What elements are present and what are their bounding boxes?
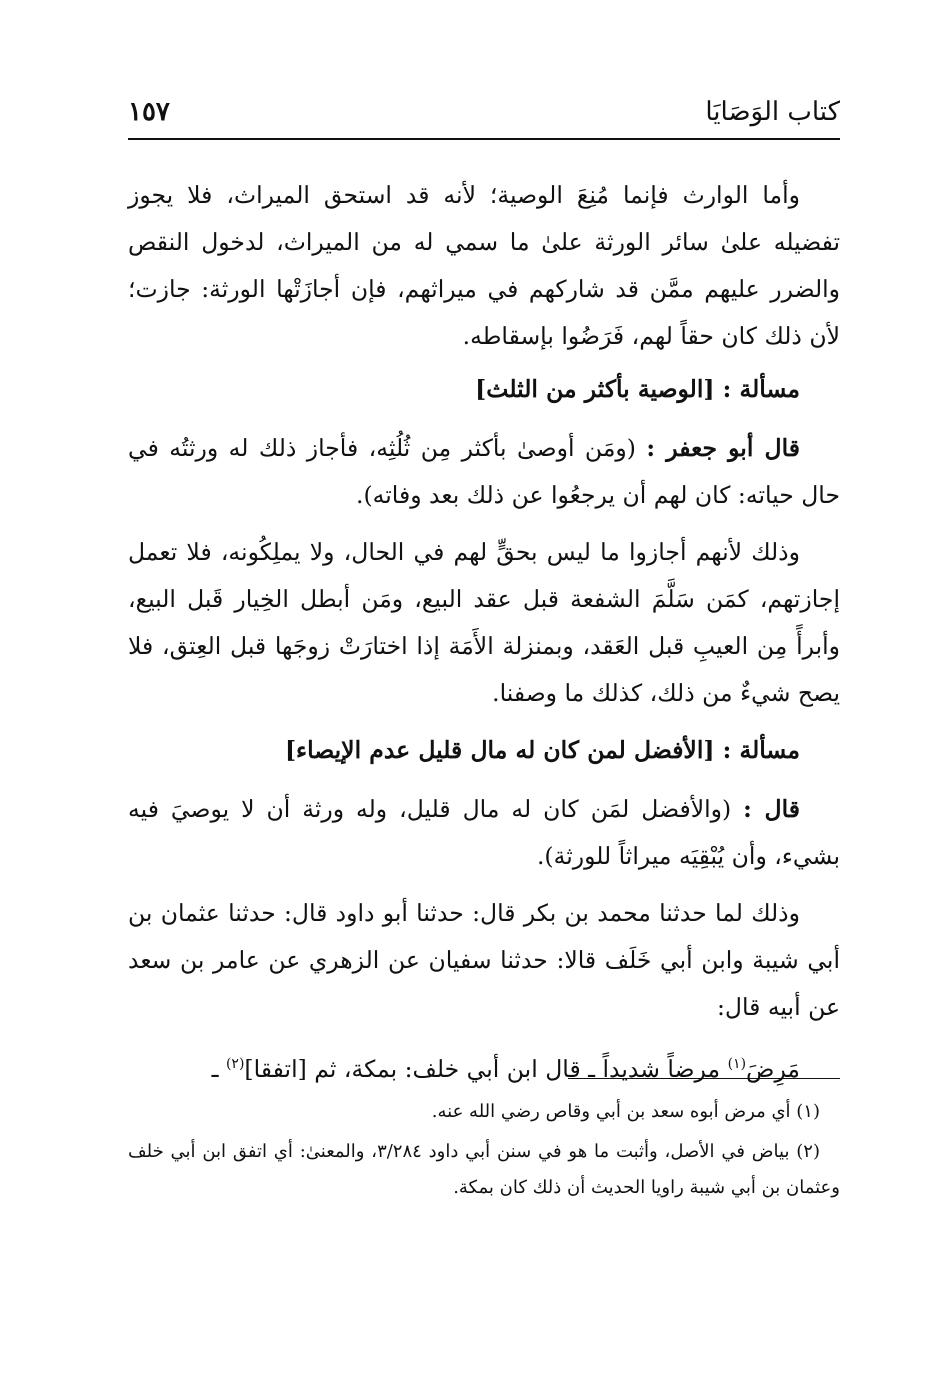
- running-header: [128, 92, 840, 140]
- quote-text: (ومَن أوصىٰ بأكثر مِن ثُلُثِه، فأجاز ذلك له ورثتُه في حال حياته: كان لهم أن يرجعُوا عن ذلك بعد وفاته).: [128, 434, 840, 509]
- hadith-text: مرضاً شديداً ـ قال ابن أبي خلف: بمكة، ثم [اتفقا]: [244, 1054, 728, 1083]
- hadith-word: مَرِضَ: [746, 1054, 800, 1083]
- footnote-ref-2[interactable]: (٢): [225, 1056, 245, 1072]
- footnote-1: (١) أي مرض أبوه سعد بن أبي وقاص رضي الله عنه.: [431, 1101, 820, 1122]
- paragraph-abu-jafar-quote: [128, 425, 840, 519]
- chapter-title: كتاب الوَصَايَا: [705, 97, 840, 127]
- speaker-label: قال :: [743, 795, 800, 823]
- paragraph-explanation: وذلك لأنهم أجازوا ما ليس بحقٍّ لهم في الحال، ولا يملِكُونه، فلا تعمل إجازتهم، كمَن سَلَّمَ الشفعة قبل عقد البيع، ومَن أبطل الخِيار قَبل البيع، وأبرأً مِن العيبِ قبل العَقد، وبمنزلة الأَمَة إذا اختارَتْ زوجَها قبل العِتق، فلا يصح شيءٌ من ذلك، كذلك ما وصفنا.: [128, 538, 840, 707]
- footnotes: [128, 1094, 840, 1210]
- section-heading-bequest-over-third: مسألة : [الوصية بأكثر من الثلث]: [475, 375, 800, 403]
- quote-text: (والأفضل لمَن كان له مال قليل، وله ورثة أن لا يوصيَ فيه بشيء، وأن يُبْقِيَه ميراثاً للورثة).: [128, 795, 840, 870]
- paragraph-heir-bequest: وأما الوارث فإنما مُنِعَ الوصية؛ لأنه قد استحق الميراث، فلا يجوز تفضيله علىٰ سائر الورثة علىٰ ما سمي له من الميراث، لدخول النقص والضرر عليهم ممَّن قد شاركهم في ميراثهم، فإن أجازَتْها الورثة: جازت؛ لأن ذلك كان حقاً لهم، فَرَضُوا بإسقاطه.: [128, 181, 840, 350]
- footnote-divider: [568, 1078, 840, 1079]
- footnote-ref-1[interactable]: (١): [727, 1056, 747, 1072]
- paragraph-hadith-start: [128, 1041, 840, 1093]
- main-text: [128, 172, 840, 1103]
- paragraph-qala-quote: [128, 786, 840, 880]
- paragraph-isnad: وذلك لما حدثنا محمد بن بكر قال: حدثنا أبو داود قال: حدثنا عثمان بن أبي شيبة وابن أبي خَلَف قالا: حدثنا سفيان عن الزهري عن عامر بن سعد عن أبيه قال:: [128, 899, 840, 1021]
- page-number: ١٥٧: [128, 97, 170, 127]
- speaker-label: قال أبو جعفر :: [646, 434, 800, 462]
- hadith-dash: ـ: [211, 1054, 226, 1083]
- section-heading-small-estate: مسألة : [الأفضل لمن كان له مال قليل عدم الإيصاء]: [284, 736, 800, 764]
- footnote-2: (٢) بياض في الأصل، وأثبت ما هو في سنن أبي داود ٣/٢٨٤، والمعنىٰ: أي اتفق ابن أبي خلف وعثمان بن أبي شيبة راويا الحديث أن ذلك كان بمكة.: [128, 1141, 840, 1198]
